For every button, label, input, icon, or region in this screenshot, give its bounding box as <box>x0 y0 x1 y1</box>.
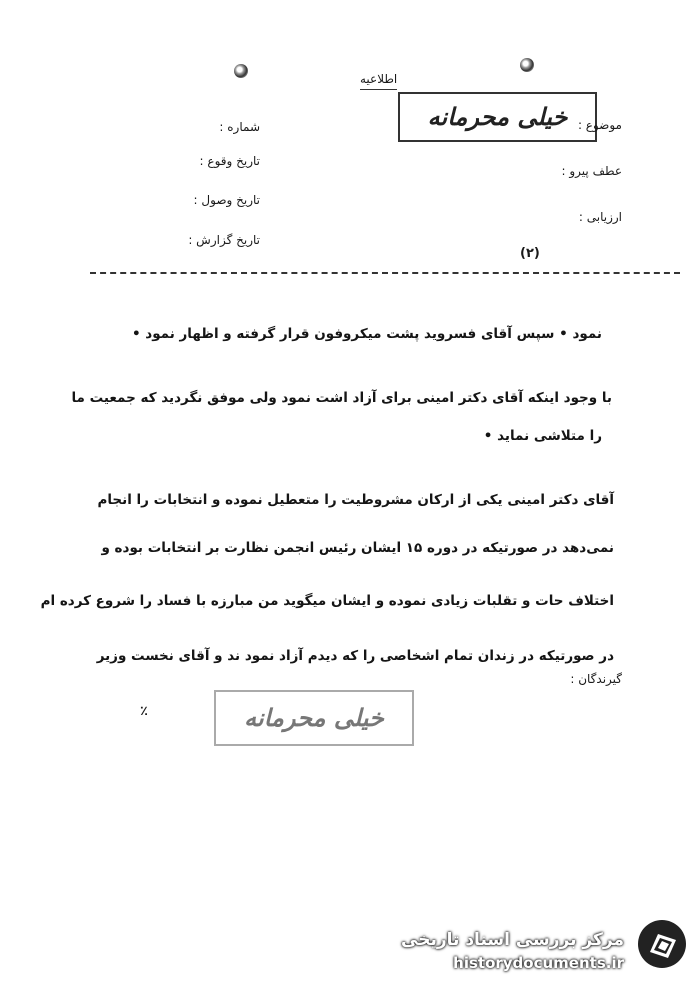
recipients-label: گیرندگان : <box>570 672 622 686</box>
archive-logo-icon <box>636 918 688 970</box>
punch-hole-right <box>520 58 534 72</box>
field-evaluation: ارزیابی : <box>578 210 622 224</box>
body-line-7: در صورتیکه در زندان تمام اشخاصی را که دیدم آزاد نمود ند و آقای نخست وزیر <box>96 648 614 664</box>
header-divider <box>90 272 680 274</box>
field-event-date: تاریخ وقوع : <box>199 154 260 168</box>
field-number: شماره : <box>219 120 260 134</box>
body-line-1: نمود • سپس آقای فسروید پشت میکروفون قرار گرفته و اظهار نمود • <box>131 326 602 342</box>
page-number: (۲) <box>520 246 540 261</box>
body-line-3: را متلاشی نماید • <box>483 428 602 444</box>
body-line-2: با وجود اینکه آقای دکتر امینی برای آزاد اشت نمود ولی موفق نگردید که جمعیت ما <box>71 390 612 406</box>
confidential-stamp: خیلی محرمانه <box>398 92 597 142</box>
watermark-title: مرکز بررسی اسناد تاریخی <box>401 930 624 950</box>
field-attachment: عطف پیرو : <box>561 164 622 178</box>
confidential-stamp-faded: خیلی محرمانه <box>214 690 414 746</box>
punch-hole-left <box>234 64 248 78</box>
field-report-date: تاریخ گزارش : <box>188 233 260 247</box>
field-subject: موضوع : <box>577 118 622 132</box>
percent-mark: ٪ <box>140 704 148 719</box>
body-line-5: نمی‌دهد در صورتیکه در دوره ۱۵ ایشان رئیس انجمن نظارت بر انتخابات بوده و <box>101 540 614 556</box>
watermark-url[interactable]: historydocuments.ir <box>453 954 624 972</box>
body-line-6: اختلاف حات و تقلبات زیادی نموده و ایشان میگوید من مبارزه با فساد را شروع کرده ام <box>40 593 614 609</box>
notice-title: اطلاعیه <box>360 72 397 90</box>
field-arrival-date: تاریخ وصول : <box>193 193 260 207</box>
body-line-4: آقای دکتر امینی یکی از ارکان مشروطیت را متعطیل نموده و انتخابات را انجام <box>97 492 614 508</box>
